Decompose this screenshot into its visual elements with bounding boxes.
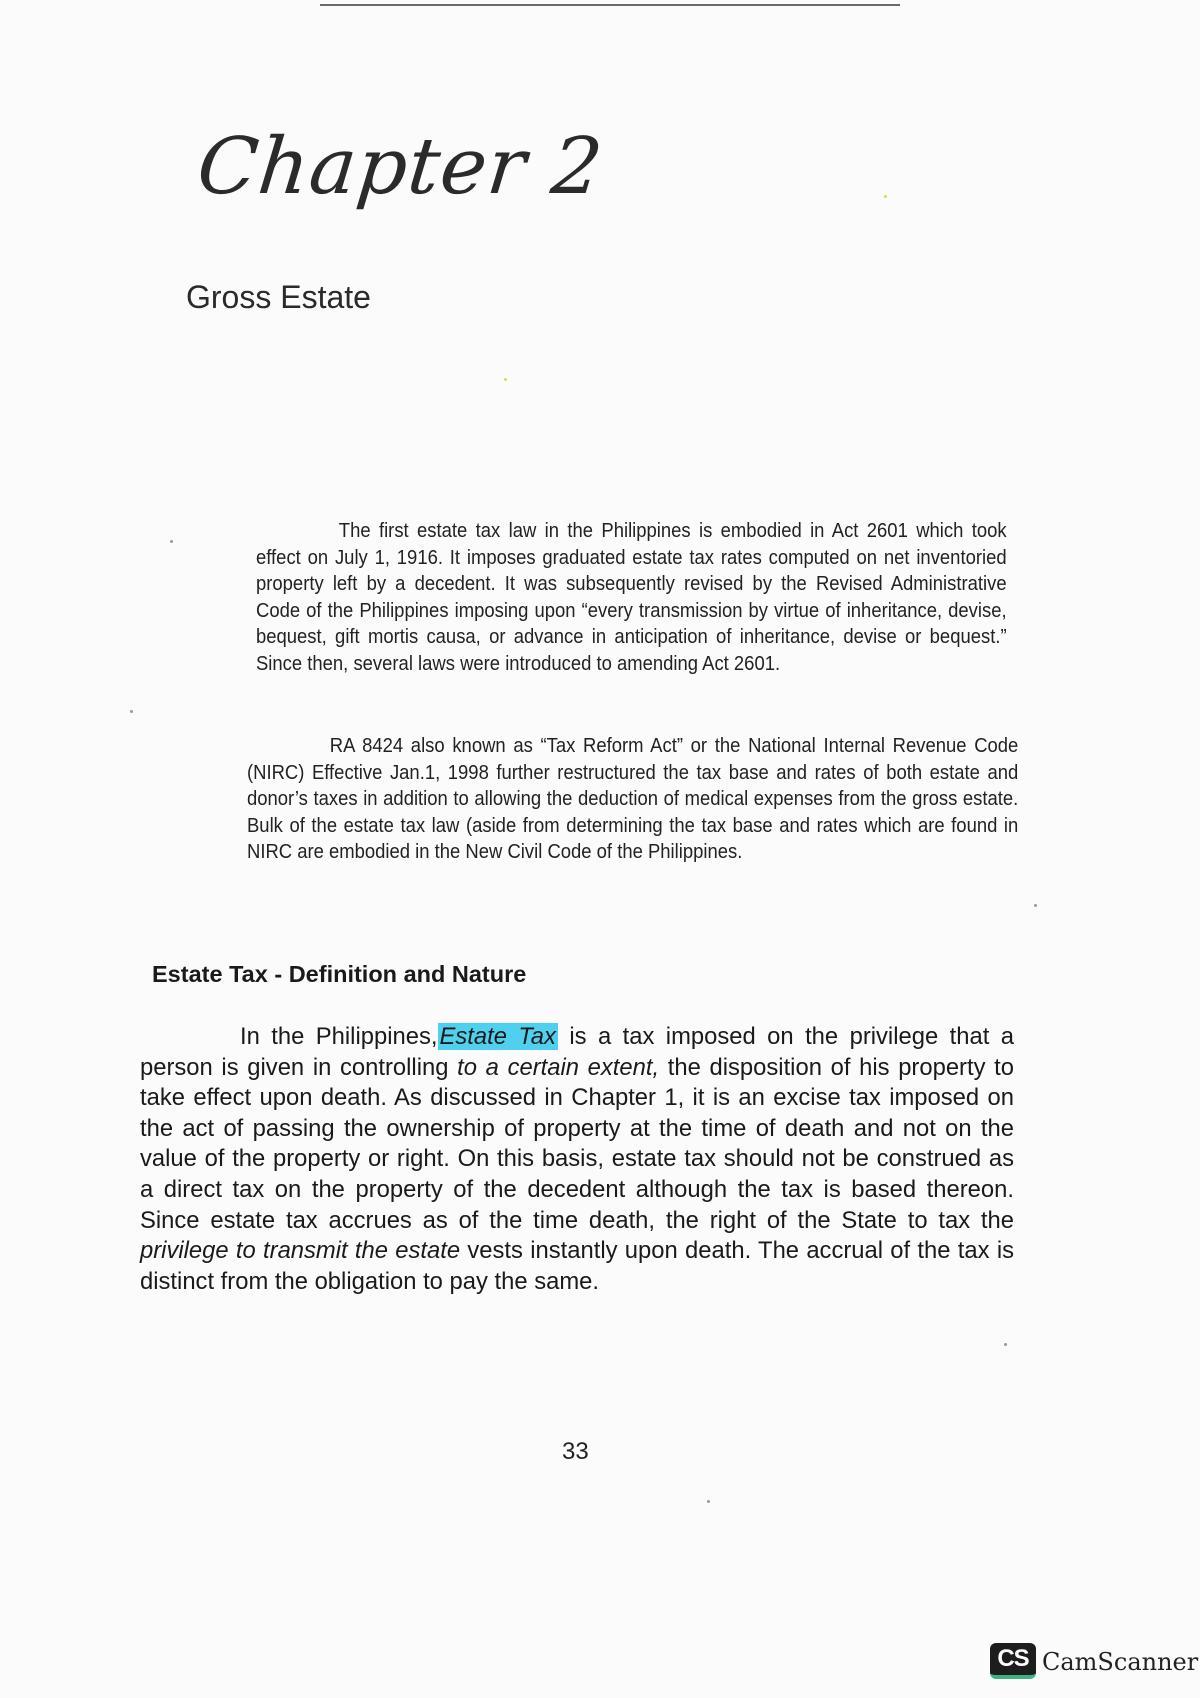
paragraph-text-3: vests instantly upon death. The accrual of the tax is distinct from the obligation to pay the same.: [140, 1237, 1014, 1295]
camscanner-logo-icon: CS: [990, 1643, 1036, 1679]
italic-phrase-2: privilege to transmit the estate: [140, 1237, 461, 1265]
scan-speck: [884, 195, 887, 198]
scan-speck: [1034, 904, 1037, 907]
scan-speck: [1004, 1343, 1007, 1346]
top-rule: [320, 4, 900, 6]
camscanner-watermark: CamScanner: [1042, 1648, 1199, 1676]
scan-speck: [504, 378, 507, 381]
section-heading: Estate Tax - Definition and Nature: [152, 961, 527, 987]
chapter-title: Chapter 2: [193, 122, 608, 212]
italic-phrase-1: to a certain extent,: [457, 1053, 660, 1081]
scan-speck: [707, 1500, 710, 1503]
page-number: 33: [562, 1438, 589, 1465]
intro-paragraph-1: The first estate tax law in the Philippines is embodied in Act 2601 which took effect on July 1, 1916. It imposes graduated estate tax rates computed on net inventoried property left by a decedent. It was subsequently revised by the Revised Administrative Code of the Philippines imposing upon “every transmission by virtue of inheritance, devise, bequest, gift mortis causa, or advance in anticipation of inheritance, devise or bequest.” Since then, several laws were introduced to amending Act 2601.: [256, 519, 1007, 675]
paragraph-text-1: is a tax imposed on the privilege that a person is given in controlling: [140, 1023, 1015, 1081]
scan-speck: [170, 540, 173, 543]
scan-speck: [130, 710, 133, 713]
section-paragraph: [140, 1022, 1014, 1297]
intro-paragraph-2: RA 8424 also known as “Tax Reform Act” or the National Internal Revenue Code (NIRC) Effective Jan.1, 1998 further restructured the tax base and rates of both estate and donor’s taxes in addition to allowing the deduction of medical expenses from the gross estate. Bulk of the estate tax law (aside from determining the tax base and rates which are found in NIRC are embodied in the New Civil Code of the Philippines.: [247, 734, 1019, 864]
paragraph-text-2: the disposition of his property to take effect upon death. As discussed in Chapter 1, it is an excise tax imposed on the act of passing the ownership of property at the time of death and not on the value of the property or right. On this basis, estate tax should not be construed as a direct tax on the property of the decedent although the tax is based thereon. Since estate tax accrues as of the time death, the right of the State to tax the: [140, 1053, 1015, 1234]
chapter-subtitle: Gross Estate: [186, 279, 371, 315]
highlighted-term: Estate Tax: [439, 1023, 556, 1050]
paragraph-lead: In the Philippines,: [240, 1023, 438, 1050]
